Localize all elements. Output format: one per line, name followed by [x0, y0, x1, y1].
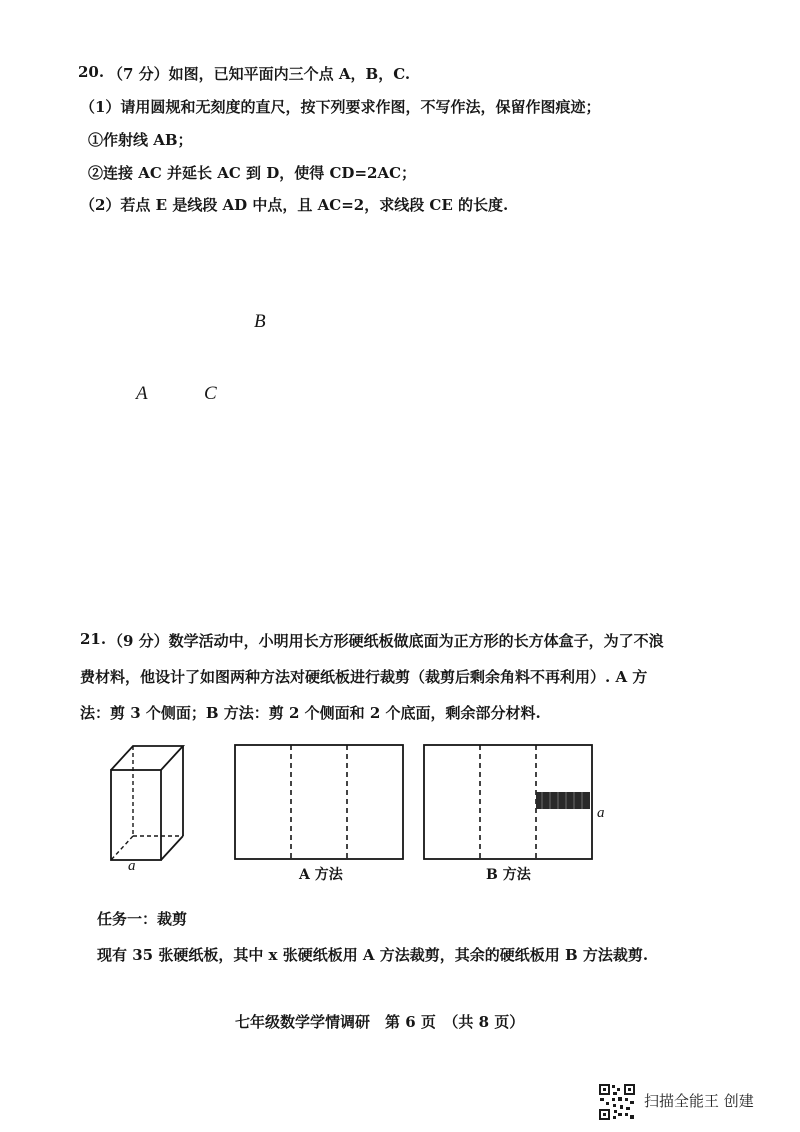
- q21-line1: （9 分）数学活动中，小明用长方形硬纸板做底面为正方形的长方体盒子，为了不浪: [108, 632, 664, 650]
- method-b-caption: B 方法: [486, 867, 531, 883]
- cuboid-figure: [105, 740, 195, 865]
- method-a-board: [233, 743, 405, 861]
- method-a-caption: A 方法: [299, 867, 343, 883]
- point-b-label: B: [254, 311, 266, 332]
- task-one-title: 任务一：裁剪: [97, 910, 188, 928]
- q20-stem: （7 分）如图，已知平面内三个点 A，B，C.: [108, 65, 411, 83]
- qr-code-icon: [598, 1083, 636, 1121]
- scanner-watermark: 扫描全能王 创建: [644, 1092, 754, 1110]
- method-b-side-label: a: [597, 805, 605, 821]
- q20-part2: （2）若点 E 是线段 AD 中点，且 AC=2，求线段 CE 的长度.: [80, 196, 509, 214]
- task-one-text: 现有 35 张硬纸板，其中 x 张硬纸板用 A 方法裁剪，其余的硬纸板用 B 方法裁剪.: [97, 946, 649, 964]
- point-c-label: C: [204, 383, 217, 404]
- point-a-label: A: [136, 383, 148, 404]
- q20-part1: （1）请用圆规和无刻度的直尺，按下列要求作图，不写作法，保留作图痕迹；: [80, 98, 601, 116]
- q21-line2: 费材料，他设计了如图两种方法对硬纸板进行裁剪（裁剪后剩余角料不再利用）. A 方: [80, 668, 648, 686]
- q20-step2: ②连接 AC 并延长 AC 到 D，使得 CD=2AC；: [88, 164, 417, 182]
- box-edge-label: a: [128, 858, 136, 874]
- q20-number: 20.: [78, 63, 105, 81]
- q21-line3: 法：剪 3 个侧面；B 方法：剪 2 个侧面和 2 个底面，剩余部分材料.: [80, 704, 541, 722]
- page-footer: 七年级数学学情调研 第 6 页 （共 8 页）: [235, 1013, 525, 1031]
- q21-number: 21.: [80, 630, 107, 648]
- method-b-board: [422, 743, 594, 861]
- q20-step1: ①作射线 AB；: [88, 131, 193, 149]
